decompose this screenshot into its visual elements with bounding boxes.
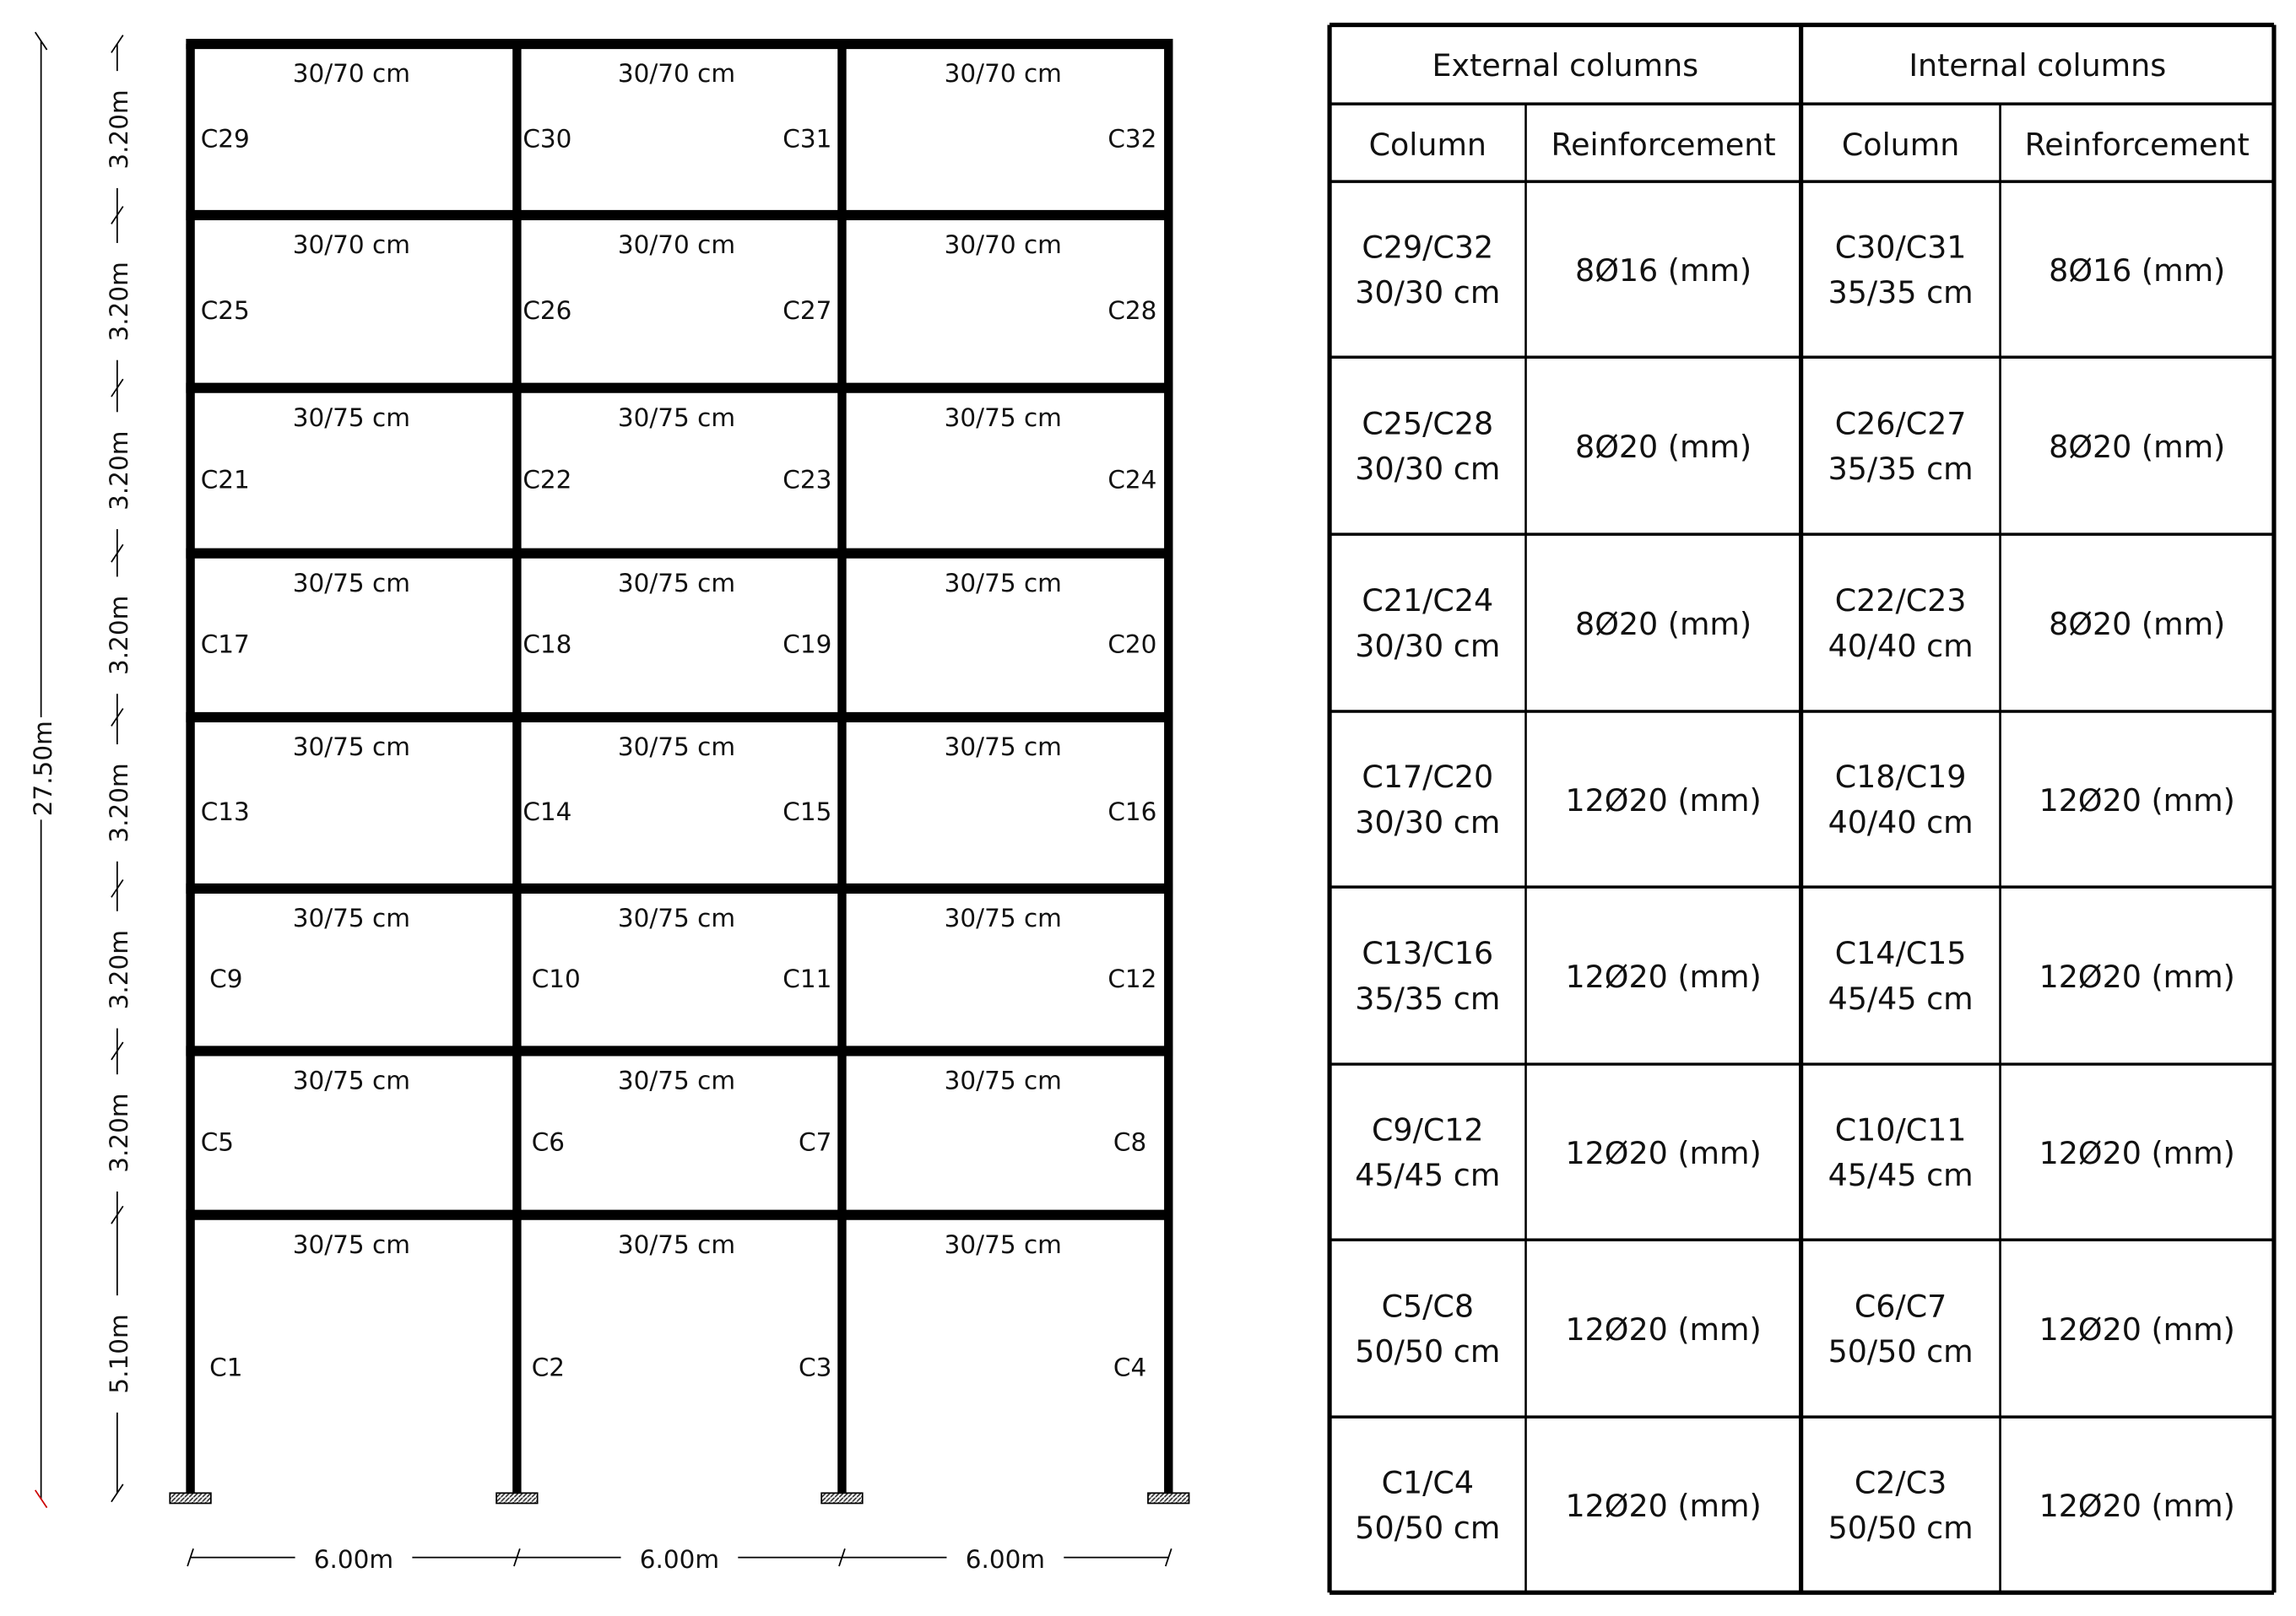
beam-label: 30/75 cm [617, 403, 736, 432]
column-section: 50/50 cm [1828, 1510, 1974, 1547]
story-height-label: 3.20m [104, 430, 133, 511]
story-height-label: 3.20m [104, 1093, 133, 1173]
beam-label: 30/70 cm [292, 59, 410, 89]
column-section: 30/30 cm [1355, 803, 1501, 840]
column-label: C8 [1113, 1127, 1147, 1157]
column-section: 45/45 cm [1828, 1157, 1974, 1194]
table-row [1355, 759, 2235, 840]
column-label: C19 [782, 630, 832, 659]
column-label: C29 [200, 124, 250, 154]
reinforcement-value: 12Ø20 (mm) [1565, 1488, 1762, 1525]
beam-label: 30/75 cm [617, 904, 736, 933]
column-label: C6 [531, 1127, 566, 1157]
column-section: 35/35 cm [1828, 451, 1974, 488]
column-header: Reinforcement [1551, 126, 1776, 163]
column-header: Column [1368, 126, 1487, 163]
reinforcement-value: 8Ø16 (mm) [1575, 252, 1752, 289]
column-header: Reinforcement [2024, 126, 2250, 163]
reinforcement-value: 12Ø20 (mm) [2039, 781, 2235, 819]
beam-label: 30/70 cm [292, 230, 410, 260]
column-label: C23 [782, 465, 832, 495]
column-section: 50/50 cm [1355, 1333, 1501, 1370]
column-section: 50/50 cm [1355, 1510, 1501, 1547]
reinforcement-value: 8Ø20 (mm) [1575, 429, 1752, 466]
beam-label: 30/75 cm [944, 568, 1062, 597]
beam-label: 30/75 cm [944, 403, 1062, 432]
beam-label: 30/75 cm [292, 904, 410, 933]
column-label: C4 [1113, 1353, 1147, 1382]
column-section: 50/50 cm [1828, 1333, 1974, 1370]
column-label: C2 [531, 1353, 566, 1382]
column-section: 45/45 cm [1828, 981, 1974, 1018]
group-header: Internal columns [1909, 47, 2167, 84]
bay-width-label: 6.00m [639, 1544, 720, 1574]
beam-label: 30/75 cm [292, 1230, 410, 1259]
column-id: C25/C28 [1362, 405, 1494, 442]
column-section: 30/30 cm [1355, 627, 1501, 664]
story-height-label: 3.20m [104, 930, 133, 1010]
column-label: C5 [200, 1127, 235, 1157]
column-label: C13 [200, 797, 250, 827]
table-row [1355, 405, 2225, 487]
reinforcement-value: 8Ø20 (mm) [2049, 429, 2226, 466]
column-section: 30/30 cm [1355, 274, 1501, 311]
story-height-label: 5.10m [104, 1314, 133, 1394]
beam-label: 30/75 cm [292, 403, 410, 432]
column-label: C31 [782, 124, 832, 154]
column-id: C9/C12 [1372, 1111, 1484, 1148]
beam-label: 30/75 cm [292, 732, 410, 762]
column-label: C25 [200, 296, 250, 326]
column-id: C6/C7 [1854, 1288, 1947, 1325]
column-label: C28 [1107, 296, 1157, 326]
column-id: C2/C3 [1854, 1464, 1947, 1501]
column-id: C26/C27 [1834, 405, 1967, 442]
beam-label: 30/75 cm [292, 1066, 410, 1095]
column-label: C20 [1107, 630, 1157, 659]
table-row [1355, 582, 2225, 664]
column-label: C26 [523, 296, 572, 326]
column-id: C18/C19 [1834, 759, 1967, 796]
beam-label: 30/75 cm [944, 1230, 1062, 1259]
column-label: C22 [523, 465, 572, 495]
column-label: C12 [1107, 964, 1157, 993]
column-id: C1/C4 [1381, 1464, 1475, 1501]
column-id: C21/C24 [1362, 582, 1494, 619]
fixed-support-icon [1148, 1493, 1189, 1503]
column-section: 35/35 cm [1355, 981, 1501, 1018]
table-row [1355, 1288, 2235, 1370]
column-id: C5/C8 [1381, 1288, 1475, 1325]
bay-width-label: 6.00m [313, 1544, 394, 1574]
beam-label: 30/75 cm [617, 1066, 736, 1095]
beam-label: 30/75 cm [944, 732, 1062, 762]
story-height-label: 3.20m [104, 89, 133, 170]
column-section: 30/30 cm [1355, 451, 1501, 488]
column-label: C27 [782, 296, 832, 326]
reinforcement-value: 12Ø20 (mm) [1565, 958, 1762, 995]
column-label: C21 [200, 465, 250, 495]
column-id: C10/C11 [1834, 1111, 1967, 1148]
column-label: C32 [1107, 124, 1157, 154]
column-id: C13/C16 [1362, 935, 1494, 972]
reinforcement-value: 12Ø20 (mm) [2039, 1135, 2235, 1172]
column-section: 35/35 cm [1828, 274, 1974, 311]
reinforcement-value: 12Ø20 (mm) [1565, 1135, 1762, 1172]
column-id: C29/C32 [1362, 229, 1494, 266]
reinforcement-value: 12Ø20 (mm) [2039, 1311, 2235, 1348]
table-row [1355, 1111, 2235, 1193]
beam-label: 30/75 cm [617, 568, 736, 597]
table-row [1355, 1464, 2235, 1546]
column-label: C17 [200, 630, 250, 659]
reinforcement-value: 8Ø16 (mm) [2049, 252, 2226, 289]
column-label: C7 [798, 1127, 832, 1157]
fixed-support-icon [496, 1493, 538, 1503]
frame-elevation [170, 44, 1189, 1503]
column-label: C10 [531, 964, 581, 993]
beam-label: 30/75 cm [292, 568, 410, 597]
beam-label: 30/70 cm [617, 59, 736, 89]
column-label: C14 [523, 797, 572, 827]
story-height-label: 3.20m [104, 262, 133, 342]
beam-label: 30/75 cm [944, 1066, 1062, 1095]
column-label: C24 [1107, 465, 1157, 495]
column-section: 40/40 cm [1828, 627, 1974, 664]
reinforcement-value: 12Ø20 (mm) [2039, 958, 2235, 995]
beam-label: 30/70 cm [944, 230, 1062, 260]
column-label: C1 [209, 1353, 243, 1382]
beam-label: 30/75 cm [944, 904, 1062, 933]
reinforcement-table [1329, 24, 2274, 1592]
story-height-label: 3.20m [104, 595, 133, 675]
column-label: C18 [523, 630, 572, 659]
story-height-label: 3.20m [104, 763, 133, 843]
group-header: External columns [1432, 47, 1699, 84]
column-id: C30/C31 [1834, 229, 1967, 266]
table-row [1355, 229, 2225, 311]
beam-label: 30/75 cm [617, 1230, 736, 1259]
beam-label: 30/70 cm [617, 230, 736, 260]
table-row [1355, 935, 2235, 1017]
bay-width-label: 6.00m [965, 1544, 1046, 1574]
column-label: C16 [1107, 797, 1157, 827]
total-height-label: 27.50m [28, 721, 57, 817]
column-header: Column [1841, 126, 1960, 163]
reinforcement-value: 8Ø20 (mm) [1575, 605, 1752, 642]
beam-label: 30/70 cm [944, 59, 1062, 89]
column-label: C15 [782, 797, 832, 827]
column-id: C14/C15 [1834, 935, 1967, 972]
fixed-support-icon [821, 1493, 863, 1503]
column-label: C11 [782, 964, 832, 993]
reinforcement-value: 12Ø20 (mm) [1565, 1311, 1762, 1348]
reinforcement-value: 8Ø20 (mm) [2049, 605, 2226, 642]
column-label: C3 [798, 1353, 832, 1382]
column-id: C17/C20 [1362, 759, 1494, 796]
beam-label: 30/75 cm [617, 732, 736, 762]
column-label: C30 [523, 124, 572, 154]
column-section: 45/45 cm [1355, 1157, 1501, 1194]
reinforcement-value: 12Ø20 (mm) [1565, 781, 1762, 819]
column-section: 40/40 cm [1828, 803, 1974, 840]
column-label: C9 [209, 964, 243, 993]
reinforcement-value: 12Ø20 (mm) [2039, 1488, 2235, 1525]
fixed-support-icon [170, 1493, 211, 1503]
column-id: C22/C23 [1834, 582, 1967, 619]
